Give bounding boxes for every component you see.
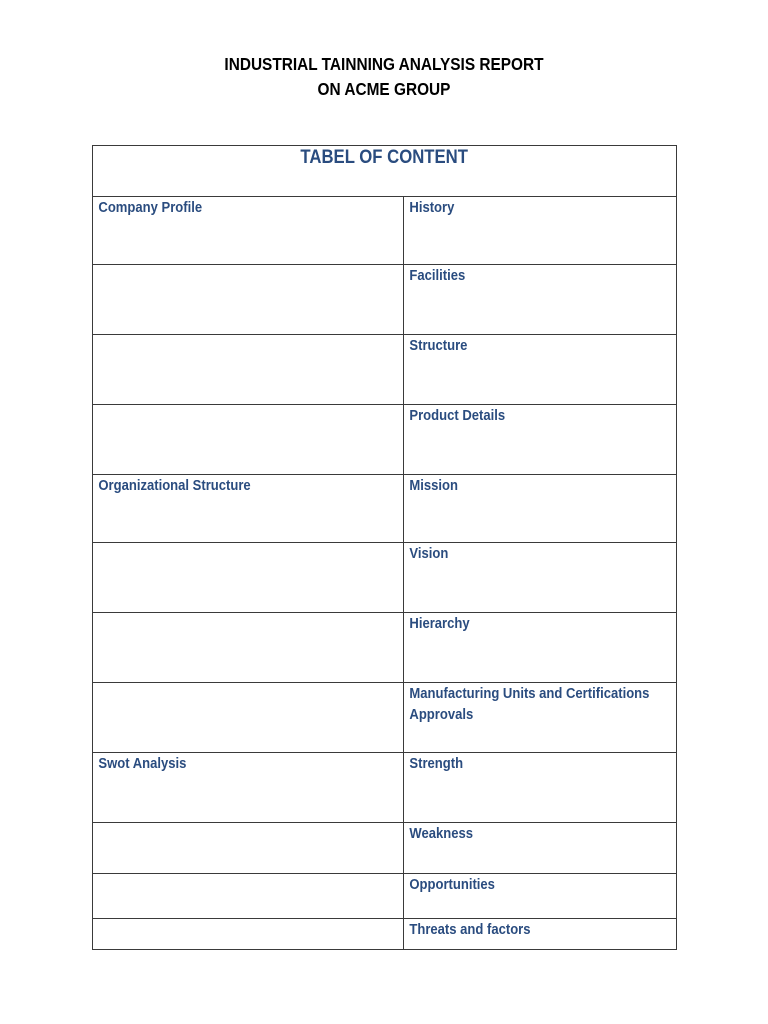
toc-item-cell bbox=[404, 919, 677, 950]
toc-item-label: Facilities bbox=[409, 268, 466, 284]
toc-item-cell bbox=[404, 405, 677, 475]
toc-section-label bbox=[93, 543, 405, 544]
toc-item-label: Hierarchy bbox=[409, 616, 470, 632]
toc-item-cell bbox=[404, 265, 677, 335]
toc-item-cell bbox=[404, 335, 677, 405]
toc-heading-cell bbox=[93, 146, 677, 197]
table-row bbox=[93, 613, 677, 683]
toc-item-cell bbox=[404, 613, 677, 683]
toc-section-label bbox=[93, 683, 405, 684]
table-row bbox=[93, 405, 677, 475]
toc-item-label: Product Details bbox=[409, 408, 506, 424]
table-row bbox=[93, 683, 677, 753]
toc-item-label: Manufacturing Units and Certifications Approvals bbox=[409, 686, 650, 723]
toc-section-label bbox=[93, 405, 405, 406]
toc-section-cell bbox=[93, 197, 404, 265]
document-title-line-2: ON ACME GROUP bbox=[317, 79, 451, 99]
toc-section-label bbox=[93, 874, 405, 875]
toc-item-label: Strength bbox=[409, 756, 464, 772]
toc-item-label: Vision bbox=[409, 546, 449, 562]
toc-item-cell bbox=[404, 874, 677, 919]
table-row bbox=[93, 874, 677, 919]
toc-header-row bbox=[93, 146, 677, 197]
toc-section-cell bbox=[93, 335, 404, 405]
toc-section-label bbox=[93, 919, 405, 920]
table-of-contents bbox=[92, 145, 677, 950]
toc-section-label bbox=[93, 335, 405, 336]
toc-heading: TABEL OF CONTENT bbox=[300, 147, 469, 168]
table-row bbox=[93, 335, 677, 405]
toc-section-cell bbox=[93, 823, 404, 874]
toc-section-cell bbox=[93, 265, 404, 335]
toc-section-cell bbox=[93, 753, 404, 823]
toc-item-cell bbox=[404, 197, 677, 265]
toc-item-label: Mission bbox=[409, 478, 458, 494]
toc-item-cell bbox=[404, 683, 677, 753]
toc-item-label: Opportunities bbox=[409, 877, 495, 893]
toc-item-cell bbox=[404, 823, 677, 874]
table-row bbox=[93, 753, 677, 823]
toc-section-label: Company Profile bbox=[98, 200, 203, 216]
toc-section-label: Swot Analysis bbox=[98, 756, 187, 772]
toc-item-cell bbox=[404, 753, 677, 823]
table-row bbox=[93, 197, 677, 265]
document-title bbox=[46, 52, 722, 102]
toc-item-cell bbox=[404, 543, 677, 613]
toc-section-cell bbox=[93, 475, 404, 543]
toc-section-cell bbox=[93, 683, 404, 753]
table-row bbox=[93, 475, 677, 543]
toc-item-label: Structure bbox=[409, 338, 468, 354]
toc-section-cell bbox=[93, 919, 404, 950]
toc-item-label: Weakness bbox=[409, 826, 474, 842]
toc-section-cell bbox=[93, 543, 404, 613]
toc-item-label: Threats and factors bbox=[409, 922, 531, 938]
toc-item-cell bbox=[404, 475, 677, 543]
table-row bbox=[93, 265, 677, 335]
toc-section-label bbox=[93, 823, 405, 824]
toc-section-cell bbox=[93, 874, 404, 919]
table-row bbox=[93, 823, 677, 874]
toc-item-label: History bbox=[409, 200, 455, 216]
toc-section-label bbox=[93, 265, 405, 266]
table-row bbox=[93, 543, 677, 613]
toc-section-cell bbox=[93, 613, 404, 683]
table-row bbox=[93, 919, 677, 950]
toc-section-label: Organizational Structure bbox=[98, 478, 251, 494]
toc-section-cell bbox=[93, 405, 404, 475]
document-title-line-1: INDUSTRIAL TAINNING ANALYSIS REPORT bbox=[224, 54, 544, 74]
toc-section-label bbox=[93, 613, 405, 614]
